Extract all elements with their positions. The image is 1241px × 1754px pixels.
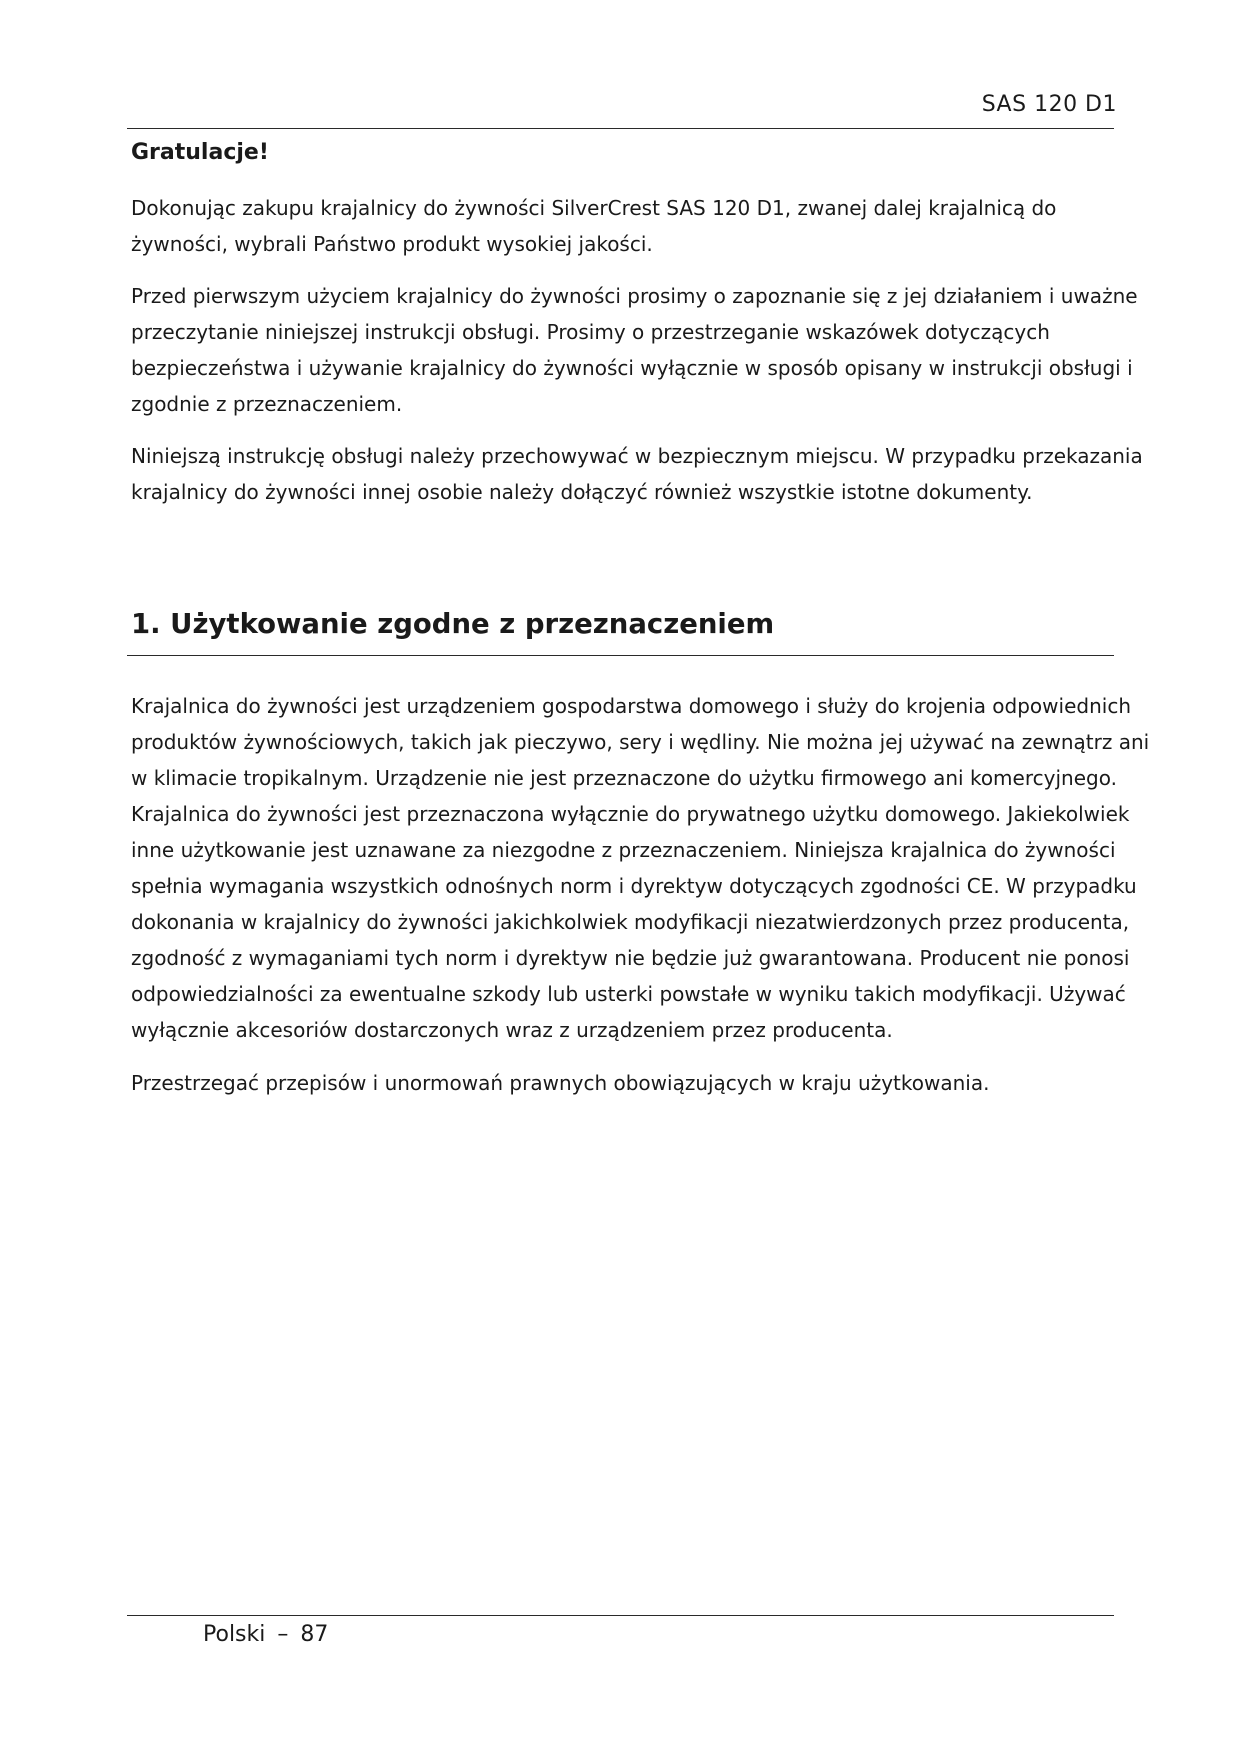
text-line: odpowiedzialności za ewentualne szkody lub usterki powstałe w wyniku takich modyfikacji. Używać xyxy=(131,982,1126,1006)
text-line: Krajalnica do żywności jest urządzeniem gospodarstwa domowego i służy do krojenia odpowiednich xyxy=(131,694,1131,718)
intro-title: Gratulacje! xyxy=(131,140,269,165)
intro-paragraph xyxy=(131,190,1116,262)
text-line: przeczytanie niniejszej instrukcji obsługi. Prosimy o przestrzeganie wskazówek dotyczących xyxy=(131,320,1050,344)
text-line: Przestrzegać przepisów i unormowań prawnych obowiązujących w kraju użytkowania. xyxy=(131,1071,990,1095)
section-paragraph xyxy=(131,688,1150,1048)
intro-paragraph xyxy=(131,438,1143,510)
text-line: produktów żywnościowych, takich jak pieczywo, sery i wędliny. Nie można jej używać na zewnątrz ani xyxy=(131,730,1150,754)
text-line: Niniejszą instrukcję obsługi należy przechowywać w bezpiecznym miejscu. W przypadku przekazania xyxy=(131,444,1143,468)
section-rule xyxy=(127,655,1114,656)
text-line: bezpieczeństwa i używanie krajalnicy do żywności wyłącznie w sposób opisany w instrukcji obsługi i xyxy=(131,356,1133,380)
text-line: spełnia wymagania wszystkich odnośnych norm i dyrektyw dotyczących zgodności CE. W przypadku xyxy=(131,874,1137,898)
section-paragraph xyxy=(131,1065,1116,1101)
text-line: wyłącznie akcesoriów dostarczonych wraz z urządzeniem przez producenta. xyxy=(131,1018,893,1042)
model-code: SAS 120 D1 xyxy=(981,92,1117,117)
section-title: 1. Użytkowanie zgodne z przeznaczeniem xyxy=(131,608,775,640)
text-line: Krajalnica do żywności jest przeznaczona wyłącznie do prywatnego użytku domowego. Jakiekolwiek xyxy=(131,802,1130,826)
footer-language: Polski xyxy=(203,1622,266,1647)
footer-separator: – xyxy=(277,1622,289,1647)
footer-rule xyxy=(127,1615,1114,1616)
page-footer xyxy=(203,1622,328,1647)
header-rule xyxy=(127,128,1114,129)
page-number: 87 xyxy=(300,1622,329,1647)
text-line: Dokonując zakupu krajalnicy do żywności SilverCrest SAS 120 D1, zwanej dalej krajalnicą do xyxy=(131,196,1057,220)
text-line: dokonania w krajalnicy do żywności jakichkolwiek modyfikacji niezatwierdzonych przez producenta, xyxy=(131,910,1130,934)
text-line: zgodnie z przeznaczeniem. xyxy=(131,392,403,416)
text-line: żywności, wybrali Państwo produkt wysokiej jakości. xyxy=(131,232,653,256)
intro-paragraph xyxy=(131,278,1138,422)
text-line: w klimacie tropikalnym. Urządzenie nie jest przeznaczone do użytku firmowego ani komercyjnego. xyxy=(131,766,1117,790)
text-line: krajalnicy do żywności innej osobie należy dołączyć również wszystkie istotne dokumenty. xyxy=(131,480,1033,504)
text-line: Przed pierwszym użyciem krajalnicy do żywności prosimy o zapoznanie się z jej działaniem i uważne xyxy=(131,284,1138,308)
text-line: inne użytkowanie jest uznawane za niezgodne z przeznaczeniem. Niniejsza krajalnica do żywności xyxy=(131,838,1116,862)
text-line: zgodność z wymaganiami tych norm i dyrektyw nie będzie już gwarantowana. Producent nie ponosi xyxy=(131,946,1130,970)
